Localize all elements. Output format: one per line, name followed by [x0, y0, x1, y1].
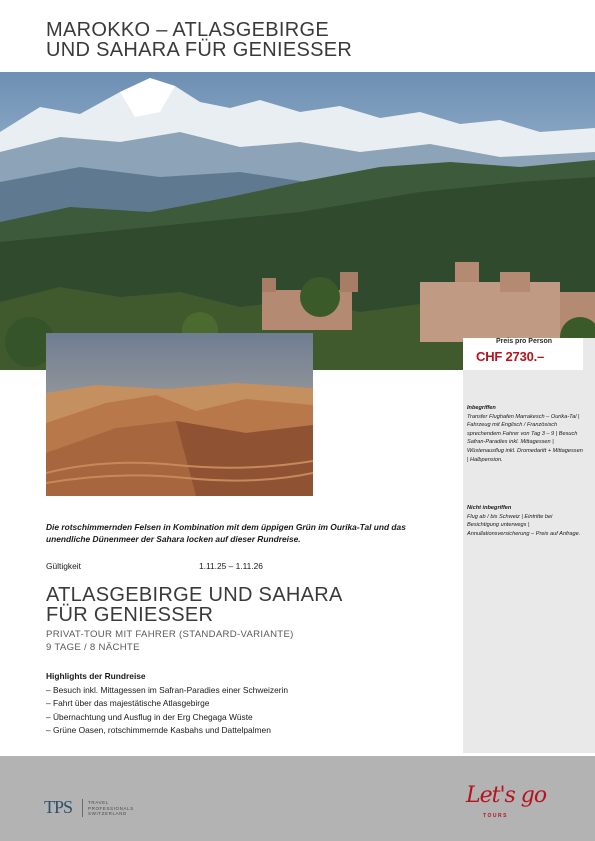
tps-line2: PROFESSIONALS: [88, 805, 134, 811]
desert-dunes-image: [46, 333, 313, 496]
side-info-panel: [463, 338, 595, 753]
tour-title-line1: ATLASGEBIRGE UND SAHARA: [46, 584, 343, 606]
tps-line3: SWITZERLAND: [88, 811, 127, 816]
not-included-text: Flug ab / bis Schweiz | Eintritte bei Besichtigung unterwegs | Annullationsversicherung – Preis auf Anfrage.: [467, 513, 581, 537]
tps-logo-divider: [82, 799, 83, 817]
not-included-heading: Nicht inbegriffen: [467, 505, 512, 511]
list-item: – Fahrt über das majestätische Atlasgebirge: [46, 698, 210, 709]
validity-label: Gültigkeit: [46, 561, 81, 571]
tps-logo-mark: TPS: [44, 797, 73, 817]
highlights-list: [46, 684, 446, 737]
price-value: CHF 2730.–: [476, 349, 545, 364]
tps-logo-text: [88, 800, 148, 817]
list-item: – Besuch inkl. Mittagessen im Safran-Paradies einer Schweizerin: [46, 685, 289, 695]
page-title-line2: UND SAHARA FÜR GENIESSER: [46, 39, 353, 61]
lets-go-logo-text: Let's go: [466, 783, 547, 808]
not-included-section: [467, 504, 585, 538]
tps-line1: TRAVEL: [88, 800, 109, 805]
tour-title-line2: FÜR GENIESSER: [46, 604, 214, 626]
included-text: Transfer Flughafen Marrakesch – Ourika-Tal | Fahrzeug mit Englisch / Französisch sprechendem Fahrer von Tag 3 – 9 | Besuch Safran-Paradies inkl. Mittagessen | Wüstenausflug inkl. Dromedaritt + Mittagessen | Halbpension.: [467, 413, 583, 463]
hero-image-atlas-mountains: [0, 72, 595, 370]
validity-value: 1.11.25 – 1.11.26: [199, 561, 263, 571]
included-heading: Inbegriffen: [467, 405, 496, 411]
page-title: [46, 20, 566, 60]
tour-duration: 9 TAGE / 8 NÄCHTE: [46, 642, 140, 653]
price-label: Preis pro Person: [495, 338, 553, 345]
list-item: – Übernachtung und Ausflug in der Erg Chegaga Wüste: [46, 711, 253, 722]
included-section: [467, 404, 585, 464]
tour-title: [46, 585, 456, 625]
intro-text: Die rotschimmernden Felsen in Kombination mit dem üppigen Grün im Ourika-Tal und das unendliche Dünenmeer der Sahara locken auf dieser Rundreise.: [46, 522, 406, 544]
list-item: – Grüne Oasen, rotschimmernde Kasbahs und Dattelpalmen: [46, 724, 271, 735]
page-title-line1: MAROKKO – ATLASGEBIRGE: [46, 19, 329, 41]
lets-go-tours-logo: [466, 783, 546, 825]
lets-go-logo-tag: TOURS: [483, 813, 508, 819]
tour-variant: PRIVAT-TOUR MIT FAHRER (STANDARD-VARIANTE): [46, 629, 294, 640]
highlights-heading: Highlights der Rundreise: [46, 671, 146, 681]
